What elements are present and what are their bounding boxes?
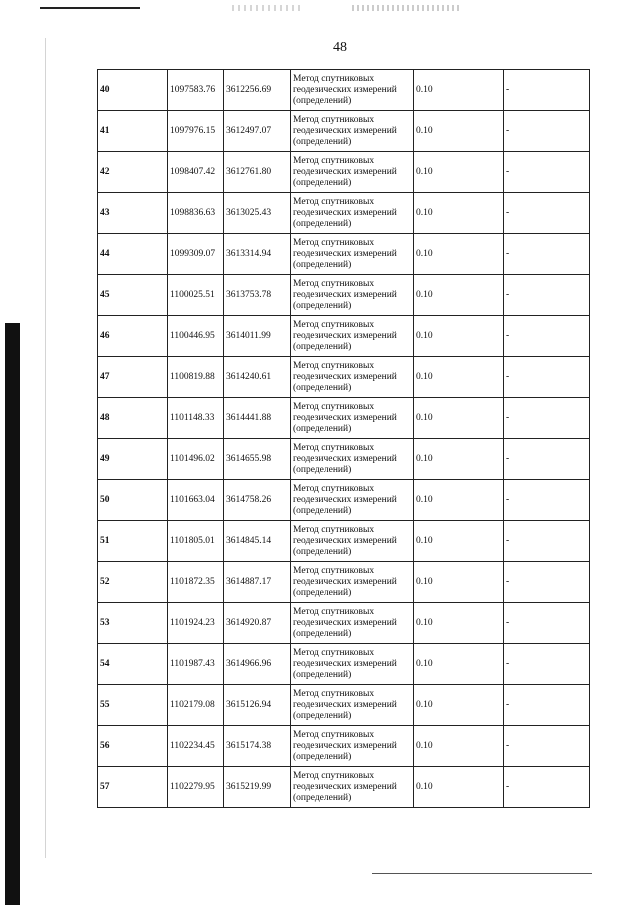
point-number-cell: 44 <box>98 234 168 275</box>
point-number-cell: 52 <box>98 562 168 603</box>
method-line: (определений) <box>293 751 352 762</box>
point-number-cell: 46 <box>98 316 168 357</box>
accuracy-cell: 0.10 <box>414 726 504 767</box>
scan-artifact-bottom-line <box>372 873 592 874</box>
method-line: геодезических измерений <box>293 125 397 136</box>
accuracy-cell: 0.10 <box>414 398 504 439</box>
y-coordinate-cell: 3614240.61 <box>224 357 291 398</box>
note-cell: - <box>504 726 590 767</box>
method-line: геодезических измерений <box>293 166 397 177</box>
method-line: геодезических измерений <box>293 248 397 259</box>
method-line: (определений) <box>293 136 352 147</box>
accuracy-cell: 0.10 <box>414 685 504 726</box>
point-number-cell: 40 <box>98 70 168 111</box>
table-row <box>98 603 590 644</box>
table-row <box>98 644 590 685</box>
note-cell: - <box>504 111 590 152</box>
point-number-cell: 47 <box>98 357 168 398</box>
method-line: Метод спутниковых <box>293 196 375 207</box>
scan-artifact-noise <box>232 5 302 11</box>
note-cell: - <box>504 357 590 398</box>
note-cell: - <box>504 275 590 316</box>
method-cell <box>291 152 414 193</box>
point-number-cell: 56 <box>98 726 168 767</box>
table-row <box>98 275 590 316</box>
method-cell <box>291 603 414 644</box>
method-cell <box>291 439 414 480</box>
point-number-cell: 53 <box>98 603 168 644</box>
method-line: (определений) <box>293 710 352 721</box>
table-row <box>98 521 590 562</box>
y-coordinate-cell: 3613753.78 <box>224 275 291 316</box>
method-line: геодезических измерений <box>293 781 397 792</box>
method-line: Метод спутниковых <box>293 770 375 781</box>
method-line: Метод спутниковых <box>293 401 375 412</box>
note-cell: - <box>504 316 590 357</box>
y-coordinate-cell: 3615174.38 <box>224 726 291 767</box>
accuracy-cell: 0.10 <box>414 521 504 562</box>
method-line: Метод спутниковых <box>293 360 375 371</box>
method-cell <box>291 193 414 234</box>
method-line: геодезических измерений <box>293 412 397 423</box>
y-coordinate-cell: 3615219.99 <box>224 767 291 808</box>
x-coordinate-cell: 1101872.35 <box>168 562 224 603</box>
point-number-cell: 45 <box>98 275 168 316</box>
accuracy-cell: 0.10 <box>414 316 504 357</box>
x-coordinate-cell: 1098407.42 <box>168 152 224 193</box>
x-coordinate-cell: 1101496.02 <box>168 439 224 480</box>
method-line: (определений) <box>293 464 352 475</box>
method-line: (определений) <box>293 546 352 557</box>
point-number-cell: 42 <box>98 152 168 193</box>
x-coordinate-cell: 1100025.51 <box>168 275 224 316</box>
point-number-cell: 55 <box>98 685 168 726</box>
table-row <box>98 480 590 521</box>
table-row <box>98 726 590 767</box>
point-number-cell: 51 <box>98 521 168 562</box>
point-number-cell: 57 <box>98 767 168 808</box>
accuracy-cell: 0.10 <box>414 234 504 275</box>
x-coordinate-cell: 1101663.04 <box>168 480 224 521</box>
scan-artifact-noise <box>352 5 462 11</box>
point-number-cell: 54 <box>98 644 168 685</box>
method-cell <box>291 480 414 521</box>
x-coordinate-cell: 1099309.07 <box>168 234 224 275</box>
method-line: (определений) <box>293 669 352 680</box>
table-row <box>98 152 590 193</box>
coordinates-table <box>97 69 590 808</box>
note-cell: - <box>504 480 590 521</box>
y-coordinate-cell: 3613025.43 <box>224 193 291 234</box>
method-line: геодезических измерений <box>293 453 397 464</box>
y-coordinate-cell: 3612256.69 <box>224 70 291 111</box>
method-line: Метод спутниковых <box>293 73 375 84</box>
accuracy-cell: 0.10 <box>414 480 504 521</box>
method-line: Метод спутниковых <box>293 524 375 535</box>
method-cell <box>291 234 414 275</box>
scan-artifact-left-bar <box>5 323 20 905</box>
method-line: Метод спутниковых <box>293 483 375 494</box>
x-coordinate-cell: 1102179.08 <box>168 685 224 726</box>
note-cell: - <box>504 685 590 726</box>
y-coordinate-cell: 3614011.99 <box>224 316 291 357</box>
x-coordinate-cell: 1097583.76 <box>168 70 224 111</box>
point-number-cell: 41 <box>98 111 168 152</box>
method-line: Метод спутниковых <box>293 688 375 699</box>
y-coordinate-cell: 3614655.98 <box>224 439 291 480</box>
point-number-cell: 43 <box>98 193 168 234</box>
method-line: Метод спутниковых <box>293 155 375 166</box>
accuracy-cell: 0.10 <box>414 562 504 603</box>
method-line: геодезических измерений <box>293 84 397 95</box>
note-cell: - <box>504 193 590 234</box>
point-number-cell: 50 <box>98 480 168 521</box>
note-cell: - <box>504 767 590 808</box>
note-cell: - <box>504 152 590 193</box>
method-line: геодезических измерений <box>293 330 397 341</box>
accuracy-cell: 0.10 <box>414 111 504 152</box>
point-number-cell: 49 <box>98 439 168 480</box>
accuracy-cell: 0.10 <box>414 275 504 316</box>
method-cell <box>291 357 414 398</box>
x-coordinate-cell: 1100446.95 <box>168 316 224 357</box>
method-cell <box>291 316 414 357</box>
method-line: (определений) <box>293 792 352 803</box>
accuracy-cell: 0.10 <box>414 603 504 644</box>
table-row <box>98 193 590 234</box>
method-cell <box>291 767 414 808</box>
method-cell <box>291 111 414 152</box>
table-row <box>98 111 590 152</box>
method-line: Метод спутниковых <box>293 114 375 125</box>
method-cell <box>291 685 414 726</box>
method-line: (определений) <box>293 628 352 639</box>
note-cell: - <box>504 562 590 603</box>
y-coordinate-cell: 3612761.80 <box>224 152 291 193</box>
y-coordinate-cell: 3613314.94 <box>224 234 291 275</box>
x-coordinate-cell: 1101924.23 <box>168 603 224 644</box>
method-line: Метод спутниковых <box>293 442 375 453</box>
page-number: 48 <box>333 40 347 55</box>
accuracy-cell: 0.10 <box>414 644 504 685</box>
method-line: геодезических измерений <box>293 207 397 218</box>
method-line: Метод спутниковых <box>293 647 375 658</box>
method-line: Метод спутниковых <box>293 319 375 330</box>
accuracy-cell: 0.10 <box>414 70 504 111</box>
method-cell <box>291 644 414 685</box>
method-line: (определений) <box>293 505 352 516</box>
method-cell <box>291 562 414 603</box>
method-line: (определений) <box>293 218 352 229</box>
method-line: (определений) <box>293 382 352 393</box>
method-line: (определений) <box>293 259 352 270</box>
y-coordinate-cell: 3612497.07 <box>224 111 291 152</box>
note-cell: - <box>504 439 590 480</box>
method-line: геодезических измерений <box>293 658 397 669</box>
note-cell: - <box>504 398 590 439</box>
table-row <box>98 357 590 398</box>
table-row <box>98 767 590 808</box>
method-line: геодезических измерений <box>293 371 397 382</box>
point-number-cell: 48 <box>98 398 168 439</box>
y-coordinate-cell: 3614845.14 <box>224 521 291 562</box>
table-row <box>98 316 590 357</box>
y-coordinate-cell: 3614966.96 <box>224 644 291 685</box>
method-line: геодезических измерений <box>293 535 397 546</box>
method-cell <box>291 398 414 439</box>
method-line: Метод спутниковых <box>293 729 375 740</box>
note-cell: - <box>504 603 590 644</box>
scan-artifact-left-line <box>45 38 46 858</box>
table-body <box>98 70 590 808</box>
method-line: геодезических измерений <box>293 576 397 587</box>
method-cell <box>291 521 414 562</box>
note-cell: - <box>504 644 590 685</box>
y-coordinate-cell: 3614441.88 <box>224 398 291 439</box>
scan-artifact-top-line <box>40 7 140 9</box>
x-coordinate-cell: 1098836.63 <box>168 193 224 234</box>
method-line: Метод спутниковых <box>293 565 375 576</box>
y-coordinate-cell: 3615126.94 <box>224 685 291 726</box>
accuracy-cell: 0.10 <box>414 193 504 234</box>
x-coordinate-cell: 1102234.45 <box>168 726 224 767</box>
method-line: (определений) <box>293 177 352 188</box>
method-line: геодезических измерений <box>293 617 397 628</box>
accuracy-cell: 0.10 <box>414 152 504 193</box>
x-coordinate-cell: 1097976.15 <box>168 111 224 152</box>
method-line: Метод спутниковых <box>293 237 375 248</box>
x-coordinate-cell: 1101148.33 <box>168 398 224 439</box>
y-coordinate-cell: 3614887.17 <box>224 562 291 603</box>
x-coordinate-cell: 1101805.01 <box>168 521 224 562</box>
method-line: (определений) <box>293 95 352 106</box>
method-line: геодезических измерений <box>293 494 397 505</box>
x-coordinate-cell: 1102279.95 <box>168 767 224 808</box>
table-row <box>98 685 590 726</box>
accuracy-cell: 0.10 <box>414 439 504 480</box>
method-line: геодезических измерений <box>293 289 397 300</box>
table-row <box>98 562 590 603</box>
method-line: (определений) <box>293 341 352 352</box>
table-row <box>98 398 590 439</box>
y-coordinate-cell: 3614920.87 <box>224 603 291 644</box>
method-line: Метод спутниковых <box>293 278 375 289</box>
x-coordinate-cell: 1101987.43 <box>168 644 224 685</box>
method-line: (определений) <box>293 587 352 598</box>
method-cell <box>291 275 414 316</box>
note-cell: - <box>504 521 590 562</box>
table-row <box>98 234 590 275</box>
y-coordinate-cell: 3614758.26 <box>224 480 291 521</box>
table-row <box>98 70 590 111</box>
method-line: Метод спутниковых <box>293 606 375 617</box>
method-cell <box>291 726 414 767</box>
method-line: геодезических измерений <box>293 740 397 751</box>
accuracy-cell: 0.10 <box>414 357 504 398</box>
method-line: (определений) <box>293 300 352 311</box>
accuracy-cell: 0.10 <box>414 767 504 808</box>
note-cell: - <box>504 70 590 111</box>
note-cell: - <box>504 234 590 275</box>
method-line: (определений) <box>293 423 352 434</box>
x-coordinate-cell: 1100819.88 <box>168 357 224 398</box>
method-line: геодезических измерений <box>293 699 397 710</box>
method-cell <box>291 70 414 111</box>
table-row <box>98 439 590 480</box>
